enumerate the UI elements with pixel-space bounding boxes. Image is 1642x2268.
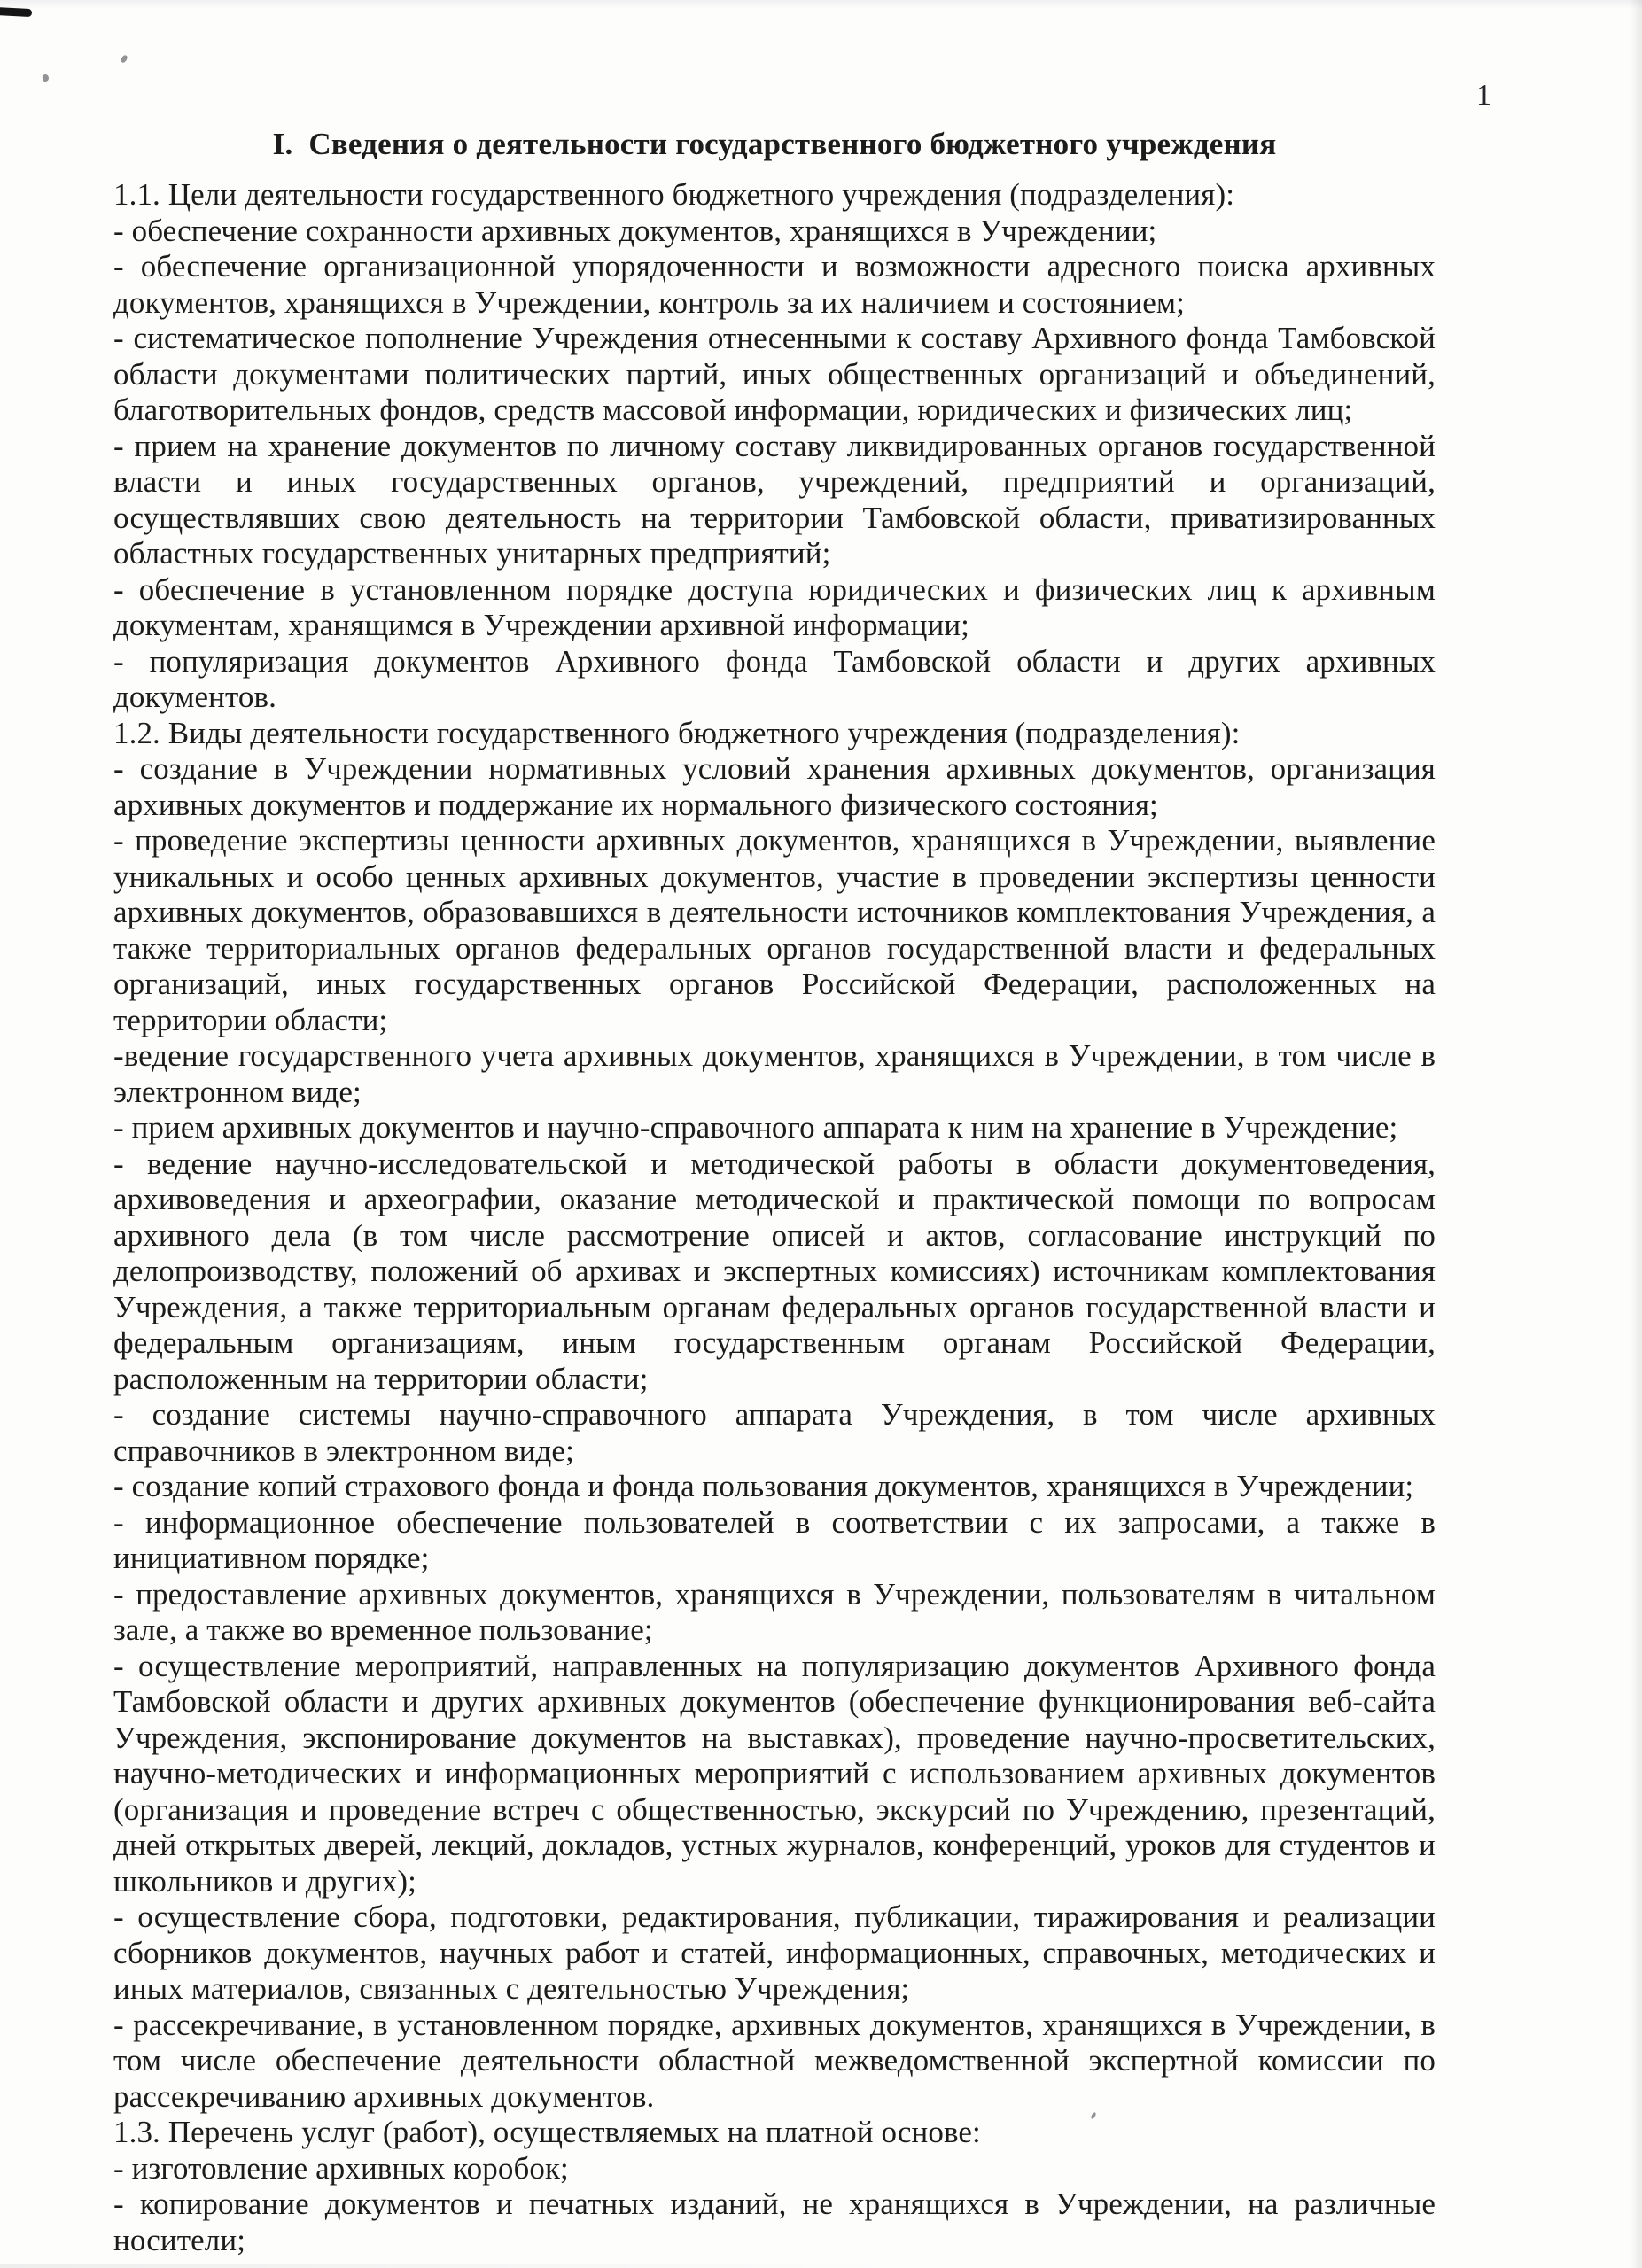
list-item: - обеспечение организационной упорядоченности и возможности адресного поиска архивных документов, хранящихся в Учреждении, контроль за их наличием и состоянием; [113, 249, 1436, 320]
document-content [113, 126, 1436, 2258]
page-number: 1 [1476, 79, 1491, 112]
scan-artifact-speck [42, 74, 50, 82]
list-item: - ведение научно-исследовательской и методической работы в области документоведения, архивоведения и археографии, оказание методической и практической помощи по вопросам архивного дела (в том числе рассмотрение описей и актов, согласование инструкций по делопроизводству, положений об архивах и экспертных комиссиях) источникам комплектования Учреждения, а также территориальным органам федеральных органов государственной власти и федеральным организациям, иным государственным органам Российской Федерации, расположенным на территории области; [113, 1146, 1436, 1396]
document-body [113, 177, 1436, 2258]
list-item: - осуществление сбора, подготовки, редактирования, публикации, тиражирования и реализации сборников документов, научных работ и статей, информационных, справочных, методических и иных материалов, связанных с деятельностью Учреждения; [113, 1899, 1436, 2006]
list-item: - прием на хранение документов по личному составу ликвидированных органов государственной власти и иных государственных органов, учреждений, предприятий и организаций, осуществлявших свою деятельность на территории Тамбовской области, приватизированных областных государственных унитарных предприятий; [113, 428, 1436, 571]
list-item: - создание копий страхового фонда и фонда пользования документов, хранящихся в Учреждении; [113, 1469, 1414, 1503]
scan-artifact-corner-dash [0, 7, 32, 17]
section-heading: 1.2. Виды деятельности государственного бюджетного учреждения (подразделения): [113, 715, 1241, 750]
list-item: - предоставление архивных документов, хранящихся в Учреждении, пользователям в читальном зале, а также во временное пользование; [113, 1576, 1436, 1647]
list-item: - прием архивных документов и научно-справочного аппарата к ним на хранение в Учреждение; [113, 1110, 1398, 1145]
document-title: I. Сведения о деятельности государственного бюджетного учреждения [272, 127, 1277, 161]
list-item: - популяризация документов Архивного фонда Тамбовской области и других архивных документов. [113, 643, 1436, 714]
scan-top-tint [0, 0, 1642, 9]
list-item: - изготовление архивных коробок; [113, 2150, 569, 2186]
list-item: - обеспечение сохранности архивных документов, хранящихся в Учреждении; [113, 213, 1157, 248]
section-heading: 1.3. Перечень услуг (работ), осуществляемых на платной основе: [113, 2115, 981, 2149]
list-item: - копирование документов и печатных изданий, не хранящихся в Учреждении, на различные носители; [113, 2186, 1436, 2257]
list-item: - создание в Учреждении нормативных условий хранения архивных документов, организация архивных документов и поддержание их нормального физического состояния; [113, 751, 1436, 822]
paper-right-edge-shadow [1630, 0, 1642, 2268]
list-item: - систематическое пополнение Учреждения отнесенными к составу Архивного фонда Тамбовской области документами политических партий, иных общественных организаций и объединений, благотворительных фондов, средств массовой информации, юридических и физических лиц; [113, 321, 1436, 427]
paper-bottom-edge-shadow [0, 2264, 903, 2268]
section-heading: 1.1. Цели деятельности государственного бюджетного учреждения (подразделения): [113, 177, 1235, 212]
list-item: - рассекречивание, в установленном порядке, архивных документов, хранящихся в Учреждении, в том числе обеспечение деятельности областной межведомственной экспертной комиссии по рассекречиванию архивных документов. [113, 2007, 1436, 2114]
scan-artifact-speck [120, 54, 128, 64]
list-item: - проведение экспертизы ценности архивных документов, хранящихся в Учреждении, выявление уникальных и особо ценных архивных документов, участие в проведении экспертизы ценности архивных документов, образовавшихся в деятельности источников комплектования Учреждения, а также территориальных органов федеральных органов государственной власти и федеральных организаций, иных государственных органов Российской Федерации, расположенных на территории области; [113, 823, 1436, 1037]
list-item: -ведение государственного учета архивных документов, хранящихся в Учреждении, в том числе в электронном виде; [113, 1038, 1436, 1109]
list-item: - обеспечение в установленном порядке доступа юридических и физических лиц к архивным документам, хранящимся в Учреждении архивной информации; [113, 571, 1436, 642]
list-item: - осуществление мероприятий, направленных на популяризацию документов Архивного фонда Тамбовской области и других архивных документов (обеспечение функционирования веб-сайта Учреждения, экспонирование документов на выставках), проведение научно-просветительских, научно-методических и информационных мероприятий с использованием архивных документов (организация и проведение встреч с общественностью, экскурсий по Учреждению, презентаций, дней открытых дверей, лекций, докладов, устных журналов, конференций, уроков для студентов и школьников и других); [113, 1648, 1436, 1899]
list-item: - создание системы научно-справочного аппарата Учреждения, в том числе архивных справочников в электронном виде; [113, 1397, 1436, 1468]
list-item: - информационное обеспечение пользователей в соответствии с их запросами, а также в инициативном порядке; [113, 1504, 1436, 1575]
